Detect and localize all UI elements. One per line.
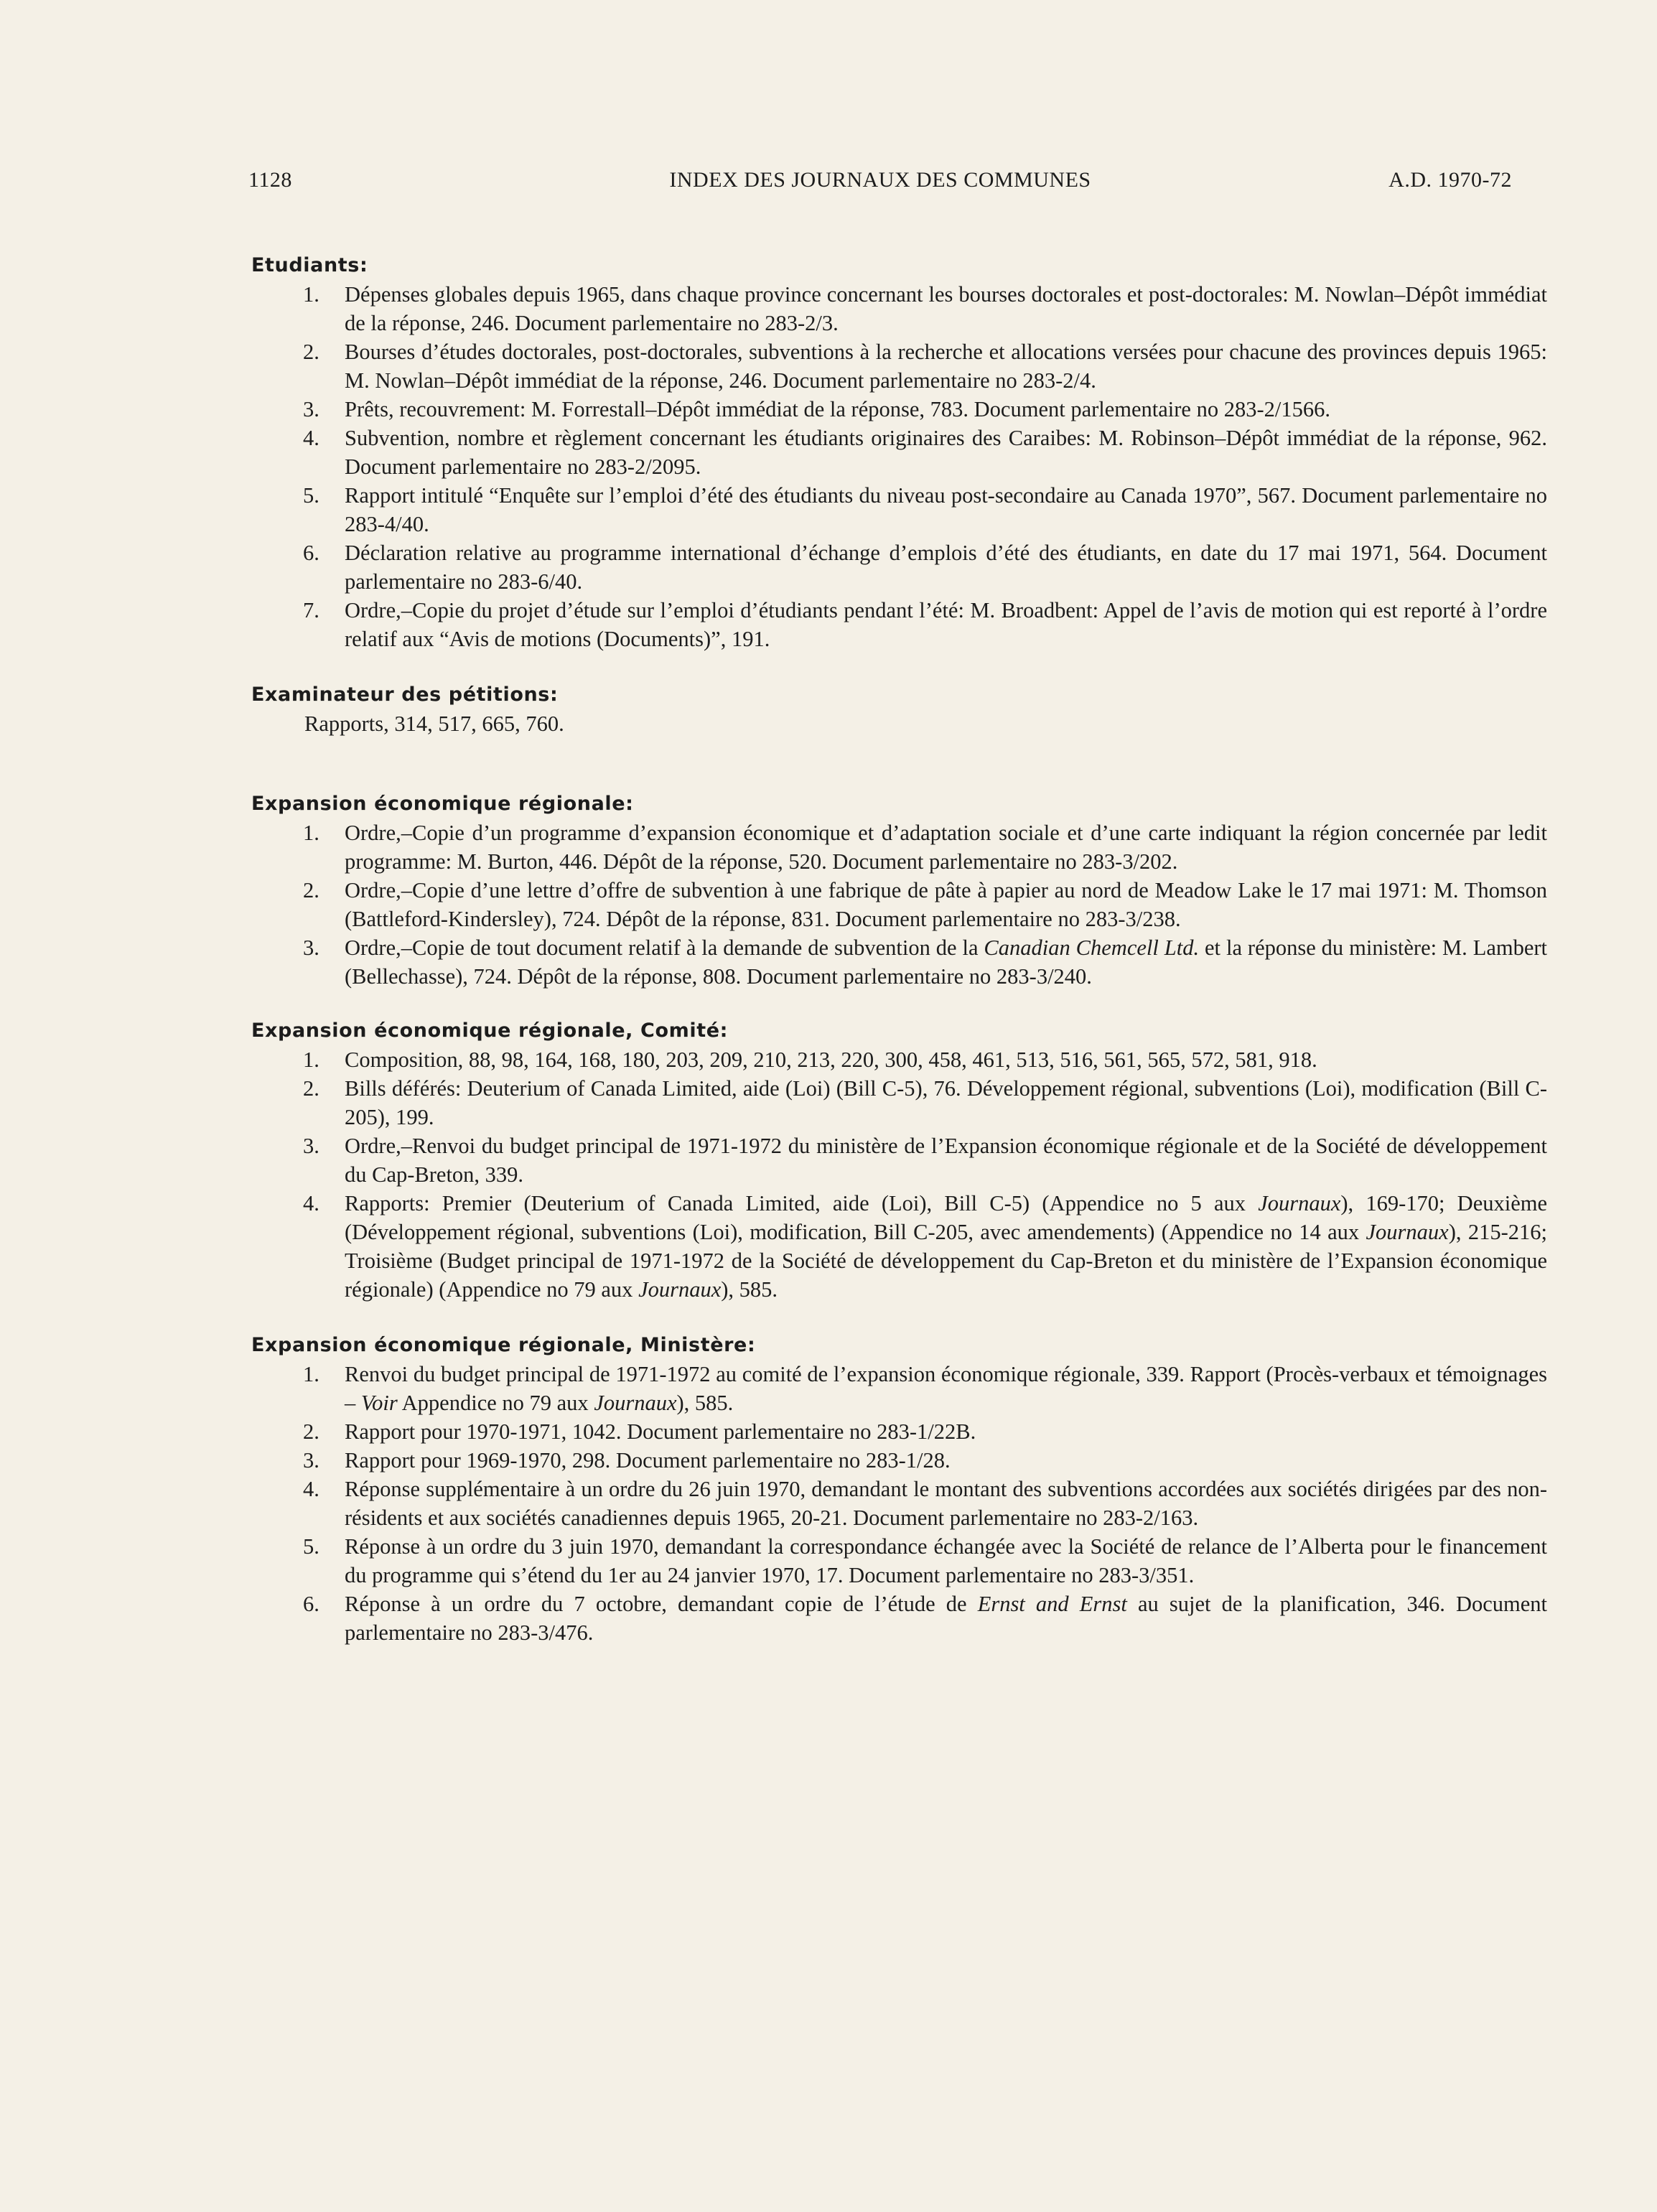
entry-number: 3. xyxy=(303,935,319,960)
entry-number: 7. xyxy=(303,598,319,622)
index-entry xyxy=(251,596,1547,653)
year-range: A.D. 1970-72 xyxy=(1388,168,1512,192)
entry-text: Bourses d’études doctorales, post-doctorales, subventions à la recherche et allocations versées pour chacune des provinces depuis 1965: M. Nowlan–Dépôt immédiat de la réponse, 246. Document parlementaire no 283-2/4. xyxy=(345,340,1547,393)
running-title: INDEX DES JOURNAUX DES COMMUNES xyxy=(669,168,1091,192)
entry-number: 6. xyxy=(303,1592,319,1616)
entry-number: 1. xyxy=(303,821,319,845)
entry-number: 4. xyxy=(303,1191,319,1215)
entry-text: Prêts, recouvrement: M. Forrestall–Dépôt immédiat de la réponse, 783. Document parlementaire no 283-2/1566. xyxy=(345,397,1330,421)
section-comite xyxy=(251,1017,1547,1304)
entry-number: 3. xyxy=(303,1448,319,1473)
entry-number: 5. xyxy=(303,1534,319,1559)
page-header xyxy=(248,168,1512,200)
section-expansion xyxy=(251,790,1547,991)
italic-journaux: Journaux xyxy=(1258,1191,1341,1215)
index-entry xyxy=(251,1131,1547,1189)
index-entry xyxy=(251,1532,1547,1590)
entry-text: Rapport intitulé “Enquête sur l’emploi d’été des étudiants du niveau post-secondaire au Canada 1970”, 567. Document parlementaire no 283-4/40. xyxy=(345,483,1547,536)
entry-text: Subvention, nombre et règlement concernant les étudiants originaires des Caraibes: M. Robinson–Dépôt immédiat de la réponse, 962. Document parlementaire no 283-2/2095. xyxy=(345,426,1547,479)
entry-text-continued: et la réponse du ministère: M. Lambert (Bellechasse), 724. Dépôt de la réponse, 808. Document parlementaire no 283-3/240. xyxy=(345,935,1548,989)
entry-text: Rapports, 314, 517, 665, 760. xyxy=(304,711,564,736)
section-spacer xyxy=(251,1304,1547,1331)
entry-text-continued: ), 215-216; Troisième (Budget principal de 1971-1972 de la Société de développement du Cap-Breton et du ministère de l’Expansion économique régionale) (Appendice no 79 aux xyxy=(345,1220,1547,1302)
entry-text: Déclaration relative au programme international d’échange d’emplois d’été des étudiants, en date du 17 mai 1971, 564. Document parlementaire no 283-6/40. xyxy=(345,541,1547,594)
index-entry xyxy=(251,280,1547,337)
entry-list xyxy=(251,1045,1547,1304)
index-entry xyxy=(251,1074,1547,1131)
index-entry xyxy=(251,337,1547,395)
index-entry xyxy=(251,1475,1547,1532)
entry-text: Ordre,–Copie d’une lettre d’offre de subvention à une fabrique de pâte à papier au nord de Meadow Lake le 17 mai 1971: M. Thomson (Battleford-Kindersley), 724. Dépôt de la réponse, 831. Document parlementaire no 283-3/238. xyxy=(345,878,1547,931)
entry-number: 4. xyxy=(303,426,319,450)
index-entry xyxy=(251,1189,1547,1304)
entry-text-continued: Appendice no 79 aux xyxy=(397,1391,594,1415)
index-entry xyxy=(251,1360,1547,1417)
entry-text: Ordre,–Copie du projet d’étude sur l’emploi d’étudiants pendant l’été: M. Broadbent: Appel de l’avis de motion qui est reporté à l’ordre relatif aux “Avis de motions (Documents)”, 191. xyxy=(345,598,1547,651)
entry-text-continued: ), 585. xyxy=(721,1277,778,1302)
entry-number: 1. xyxy=(303,1362,319,1386)
index-entry xyxy=(251,933,1547,991)
section-spacer xyxy=(251,653,1547,681)
entry-number: 1. xyxy=(303,1047,319,1072)
entry-list xyxy=(251,1360,1547,1647)
index-entry xyxy=(251,818,1547,876)
entry-text: Ordre,–Copie de tout document relatif à la demande de subvention de la xyxy=(345,935,984,960)
section-heading: Expansion économique régionale, Ministère: xyxy=(251,1334,756,1356)
section-heading: Etudiants: xyxy=(251,254,368,276)
index-entry xyxy=(251,1446,1547,1475)
index-entry xyxy=(251,481,1547,538)
index-entry xyxy=(251,1590,1547,1647)
entry-text: Réponse à un ordre du 3 juin 1970, demandant la correspondance échangée avec la Société de relance de l’Alberta pour le financement du programme qui s’étend du 1er au 24 janvier 1970, 17. Document parlementaire no 283-3/351. xyxy=(345,1534,1547,1587)
italic-company-name: Canadian Chemcell Ltd. xyxy=(984,935,1200,960)
italic-voir: Voir xyxy=(360,1391,398,1415)
entry-text: Réponse à un ordre du 7 octobre, demandant copie de l’étude de xyxy=(345,1592,978,1616)
entry-text-continued: ), 169-170; Deuxième (Développement régional, subventions (Loi), modification, Bill C-205, avec amendements) (Appendice no 14 aux xyxy=(345,1191,1548,1244)
entry-number: 1. xyxy=(303,282,319,307)
index-entry xyxy=(251,1417,1547,1446)
section-heading: Expansion économique régionale, Comité: xyxy=(251,1019,729,1042)
index-content xyxy=(251,251,1547,1647)
entry-number: 3. xyxy=(303,397,319,421)
section-heading: Expansion économique régionale: xyxy=(251,793,634,815)
entry-number: 2. xyxy=(303,1076,319,1101)
entry-text-continued: au sujet de la planification, 346. Document parlementaire no 283-3/476. xyxy=(345,1592,1547,1645)
entry-text: Réponse supplémentaire à un ordre du 26 juin 1970, demandant le montant des subventions accordées aux sociétés dirigées par des non-résidents et aux sociétés canadiennes depuis 1965, 20-21. Document parlementaire no 283-2/163. xyxy=(345,1477,1547,1530)
italic-journaux: Journaux xyxy=(594,1391,677,1415)
entry-text: Composition, 88, 98, 164, 168, 180, 203, 209, 210, 213, 220, 300, 458, 461, 513, 516, 561, 565, 572, 581, 918. xyxy=(345,1047,1317,1072)
entry-number: 6. xyxy=(303,541,319,565)
entry-text: Rapports: Premier (Deuterium of Canada Limited, aide (Loi), Bill C-5) (Appendice no 5 aux xyxy=(345,1191,1259,1215)
entry-text: Rapport pour 1969-1970, 298. Document parlementaire no 283-1/28. xyxy=(345,1448,951,1473)
entry-text: Renvoi du budget principal de 1971-1972 au comité de l’expansion économique régionale, 339. Rapport (Procès-verbaux et témoignages – xyxy=(345,1362,1547,1415)
index-entry xyxy=(251,1045,1547,1074)
italic-journaux: Journaux xyxy=(638,1277,722,1302)
section-etudiants xyxy=(251,251,1547,653)
entry-text: Ordre,–Copie d’un programme d’expansion économique et d’adaptation sociale et d’une carte indiquant la région concernée par ledit programme: M. Burton, 446. Dépôt de la réponse, 520. Document parlementaire no 283-3/202. xyxy=(345,821,1547,874)
entry-number: 2. xyxy=(303,340,319,364)
page-number: 1128 xyxy=(248,168,292,192)
entry-number: 5. xyxy=(303,483,319,508)
index-entry xyxy=(251,538,1547,596)
index-entry xyxy=(251,395,1547,424)
entry-number: 2. xyxy=(303,878,319,902)
section-spacer xyxy=(251,991,1547,1017)
index-entry xyxy=(251,876,1547,933)
entry-text-continued: ), 585. xyxy=(676,1391,734,1415)
section-ministere xyxy=(251,1331,1547,1647)
italic-firm-name: Ernst and Ernst xyxy=(977,1592,1127,1616)
section-spacer xyxy=(251,738,1547,790)
entry-text: Rapport pour 1970-1971, 1042. Document parlementaire no 283-1/22B. xyxy=(345,1419,976,1444)
entry-list xyxy=(251,280,1547,653)
entry-number: 4. xyxy=(303,1477,319,1501)
entry-text: Ordre,–Renvoi du budget principal de 1971-1972 du ministère de l’Expansion économique régionale et de la Société de développement du Cap-Breton, 339. xyxy=(345,1134,1547,1187)
italic-journaux: Journaux xyxy=(1366,1220,1449,1244)
entry-number: 3. xyxy=(303,1134,319,1158)
entry-list xyxy=(251,818,1547,991)
entry-text: Dépenses globales depuis 1965, dans chaque province concernant les bourses doctorales et post-doctorales: M. Nowlan–Dépôt immédiat de la réponse, 246. Document parlementaire no 283-2/3. xyxy=(345,282,1547,335)
entry-number: 2. xyxy=(303,1419,319,1444)
index-entry xyxy=(251,424,1547,481)
section-heading: Examinateur des pétitions: xyxy=(251,683,559,706)
section-examinateur xyxy=(251,681,1547,738)
entry-text: Bills déférés: Deuterium of Canada Limited, aide (Loi) (Bill C-5), 76. Développement régional, subventions (Loi), modification (Bill C-205), 199. xyxy=(345,1076,1547,1129)
